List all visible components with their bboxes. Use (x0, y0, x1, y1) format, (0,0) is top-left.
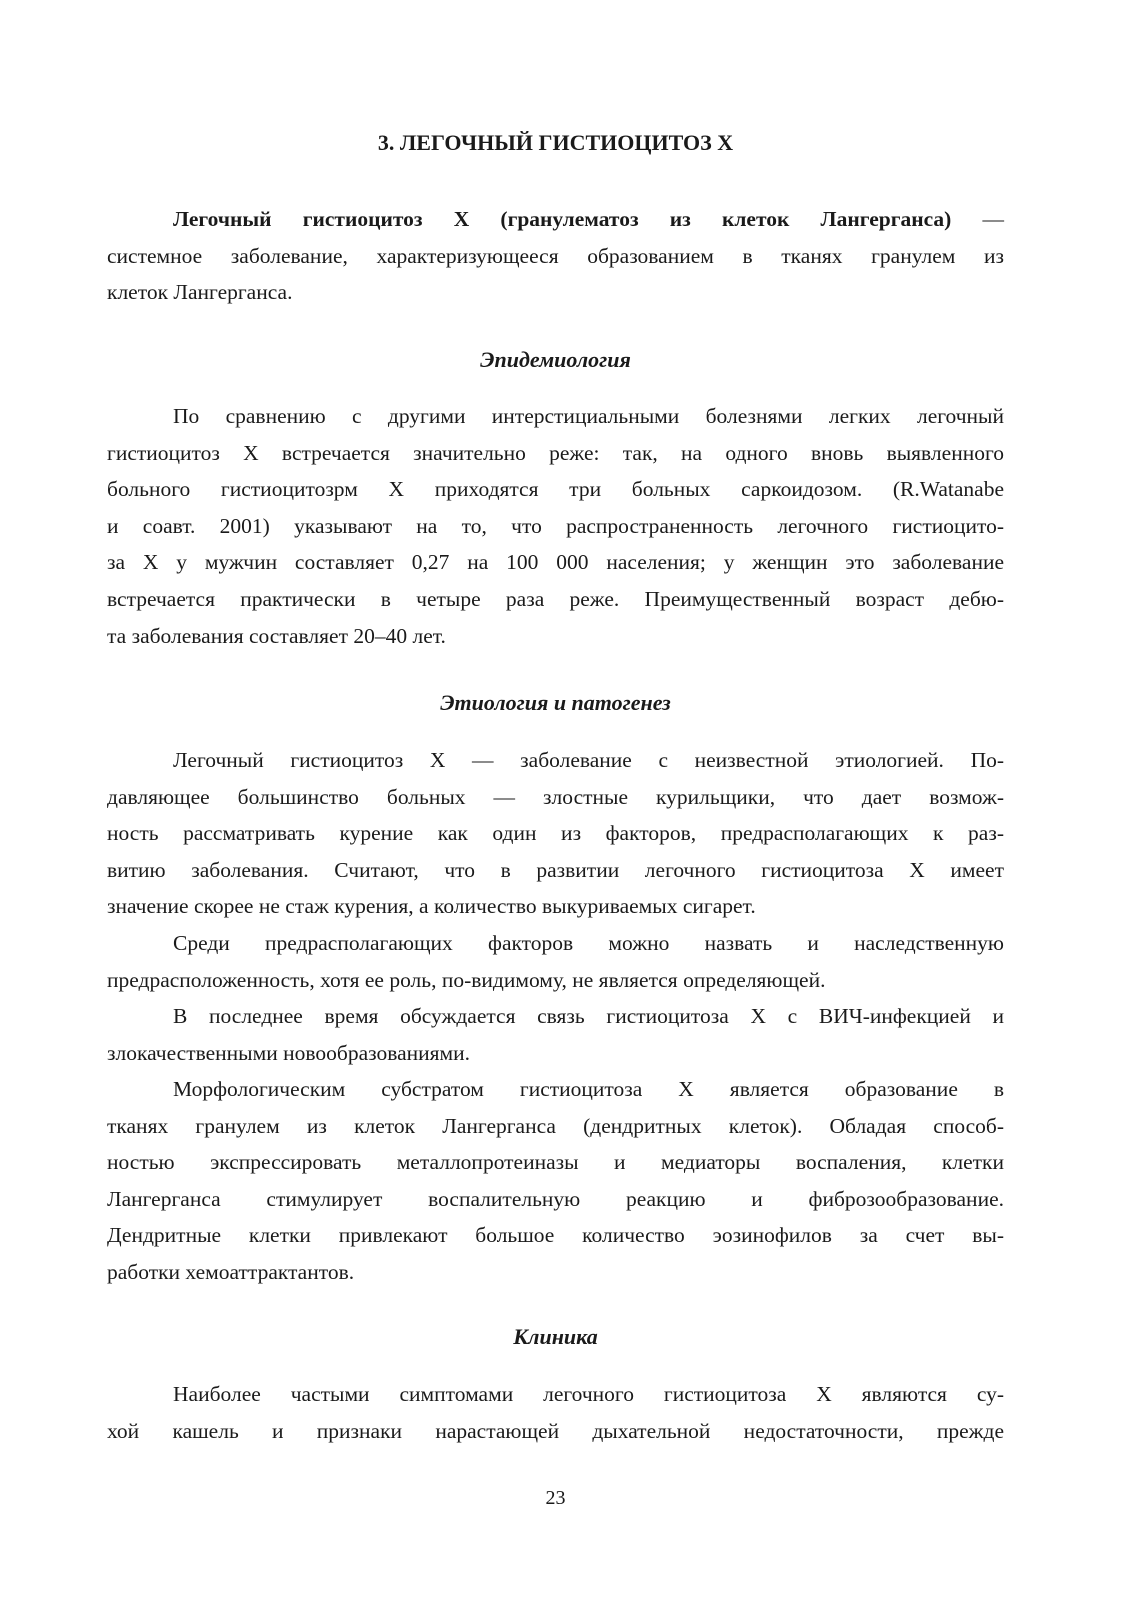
chapter-title: 3. ЛЕГОЧНЫЙ ГИСТИОЦИТОЗ Х (377, 130, 734, 155)
section-heading-clinic: Клиника (513, 1324, 598, 1349)
intro-dash: — (951, 207, 1005, 231)
text-line: значение скорее не стаж курения, а количество выкуриваемых сигарет. (107, 894, 756, 919)
section-heading-epidemiology: Эпидемиология (480, 347, 631, 372)
text-line: витию заболевания. Считают, что в развитии легочного гистиоцитоза Х имеет (107, 857, 1004, 882)
text-line: Дендритные клетки привлекают большое количество эозинофилов за счет вы- (107, 1223, 1004, 1248)
epidemiology-paragraph (107, 398, 1004, 654)
text-line: и соавт. 2001) указывают на то, что распространенность легочного гистиоцито- (107, 513, 1004, 538)
intro-line-1 (107, 201, 1004, 238)
intro-term: Легочный гистиоцитоз Х (гранулематоз из клеток Лангерганса) (173, 207, 952, 231)
intro-paragraph (107, 201, 1004, 311)
text-line: больного гистиоцитозрм Х приходятся три больных саркоидозом. (R.Watanabe (107, 477, 1004, 502)
text-line: гистиоцитоз Х встречается значительно реже: так, на одного вновь выявленного (107, 440, 1004, 465)
text-line: По сравнению с другими интерстициальными болезнями легких легочный (173, 404, 1004, 428)
text-line: Морфологическим субстратом гистиоцитоза Х является образование в (173, 1077, 1004, 1101)
text-line: та заболевания составляет 20–40 лет. (107, 623, 446, 648)
text-line: ностью экспрессировать металлопротеиназы и медиаторы воспаления, клетки (107, 1150, 1004, 1175)
clinic-paragraph (107, 1376, 1004, 1449)
etiology-paragraph-1 (107, 742, 1004, 925)
text-line: тканях гранулем из клеток Лангерганса (дендритных клеток). Обладая способ- (107, 1113, 1004, 1138)
text-line: Среди предрасполагающих факторов можно назвать и наследственную (173, 931, 1004, 955)
etiology-paragraph-3 (107, 998, 1004, 1071)
text-line: Легочный гистиоцитоз Х — заболевание с неизвестной этиологией. По- (173, 748, 1004, 772)
text-line: В последнее время обсуждается связь гистиоцитоза Х с ВИЧ-инфекцией и (173, 1004, 1004, 1028)
text-line: злокачественными новообразованиями. (107, 1040, 471, 1065)
text-line: ность рассматривать курение как один из факторов, предрасполагающих к раз- (107, 821, 1004, 846)
text-line: предрасположенность, хотя ее роль, по-видимому, не является определяющей. (107, 967, 826, 992)
text-line: хой кашель и признаки нарастающей дыхательной недостаточности, прежде (107, 1418, 1004, 1443)
text-line: работки хемоаттрактантов. (107, 1259, 355, 1284)
text-line: за Х у мужчин составляет 0,27 на 100 000 населения; у женщин это заболевание (107, 550, 1004, 575)
section-heading-etiology: Этиология и патогенез (440, 690, 671, 715)
text-line: Наиболее частыми симптомами легочного гистиоцитоза Х являются су- (173, 1382, 1004, 1406)
page-number: 23 (545, 1487, 566, 1509)
etiology-paragraph-4 (107, 1071, 1004, 1291)
text-line: Лангерганса стимулирует воспалительную реакцию и фиброзообразование. (107, 1186, 1004, 1211)
intro-line-2: системное заболевание, характеризующееся образованием в тканях гранулем из (107, 243, 1004, 268)
text-line: давляющее большинство больных — злостные курильщики, что дает возмож- (107, 784, 1004, 809)
document-page (107, 0, 1004, 1600)
etiology-paragraph-2 (107, 925, 1004, 998)
text-line: встречается практически в четыре раза реже. Преимущественный возраст дебю- (107, 586, 1004, 611)
intro-line-3: клеток Лангерганса. (107, 280, 293, 305)
